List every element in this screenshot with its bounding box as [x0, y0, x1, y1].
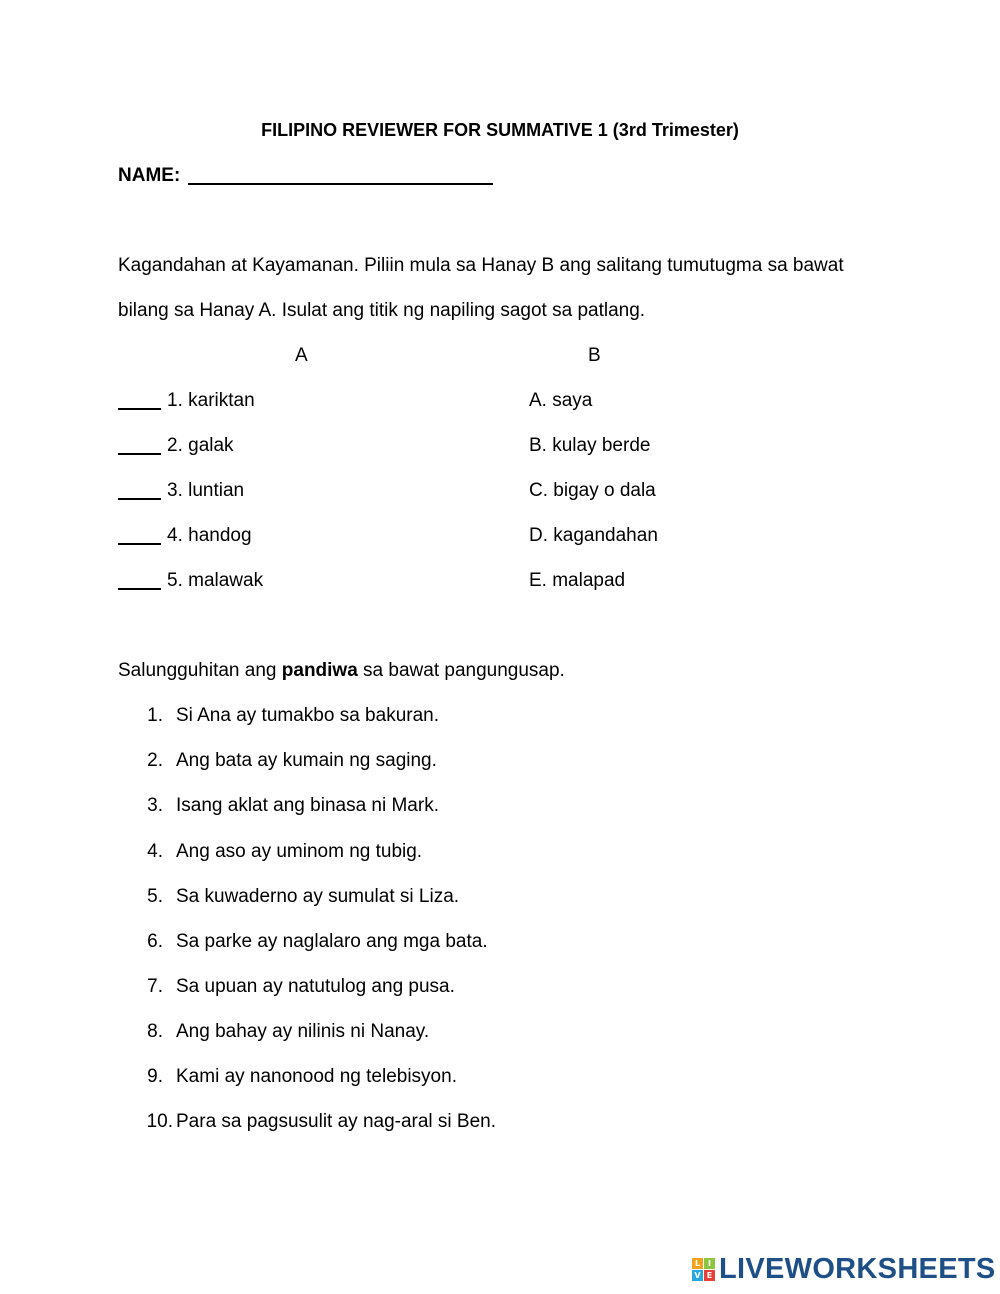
column-a-item: 3. luntian: [167, 480, 245, 501]
name-label: NAME:: [118, 165, 181, 186]
sentence-number: 8.: [147, 1021, 163, 1042]
logo-mark-cell: I: [704, 1258, 715, 1269]
sentence-text[interactable]: Si Ana ay tumakbo sa bakuran.: [176, 705, 439, 726]
sentence-number: 5.: [147, 886, 163, 907]
sentence-number: 9.: [147, 1066, 163, 1087]
column-a-item: 2. galak: [167, 435, 234, 456]
logo-mark-cell: L: [692, 1258, 703, 1269]
column-a-header: A: [295, 345, 308, 366]
logo-text: LIVEWORKSHEETS: [719, 1252, 996, 1285]
sentence-text[interactable]: Ang bata ay kumain ng saging.: [176, 750, 437, 771]
logo-mark-cell: E: [704, 1270, 715, 1281]
sentence-text[interactable]: Sa kuwaderno ay sumulat si Liza.: [176, 886, 460, 907]
verb-instruction: [118, 661, 565, 680]
sentence-text[interactable]: Ang bahay ay nilinis ni Nanay.: [176, 1021, 430, 1042]
answer-blank[interactable]: [118, 498, 161, 500]
sentence-number: 4.: [147, 841, 163, 862]
sentence-number: 2.: [147, 750, 163, 771]
sentence-text[interactable]: Sa parke ay naglalaro ang mga bata.: [176, 931, 488, 952]
sentence-text[interactable]: Para sa pagsusulit ay nag-aral si Ben.: [176, 1111, 497, 1132]
sentence-text[interactable]: Sa upuan ay natutulog ang pusa.: [176, 976, 455, 997]
column-a-item: 1. kariktan: [167, 390, 255, 411]
name-field[interactable]: [188, 183, 493, 185]
verb-instruction-after: sa bawat pangungusap.: [357, 660, 565, 681]
liveworksheets-logo: [692, 1253, 996, 1285]
sentence-text[interactable]: Ang aso ay uminom ng tubig.: [176, 841, 423, 862]
matching-instruction-line-1: Kagandahan at Kayamanan. Piliin mula sa Hanay B ang salitang tumutugma sa bawat: [118, 255, 844, 276]
page-title: FILIPINO REVIEWER FOR SUMMATIVE 1 (3rd Trimester): [261, 120, 739, 140]
column-a-item: 5. malawak: [167, 570, 264, 591]
sentence-number: 1.: [147, 705, 163, 726]
verb-instruction-bold: pandiwa: [281, 660, 358, 681]
column-b-item: A. saya: [529, 390, 593, 411]
logo-mark-icon: [692, 1258, 715, 1281]
column-b-item: E. malapad: [529, 570, 626, 591]
sentence-number: 7.: [147, 976, 163, 997]
answer-blank[interactable]: [118, 408, 161, 410]
matching-instruction-line-2: bilang sa Hanay A. Isulat ang titik ng napiling sagot sa patlang.: [118, 300, 646, 321]
column-b-header: B: [588, 345, 601, 366]
answer-blank[interactable]: [118, 453, 161, 455]
column-b-item: B. kulay berde: [529, 435, 651, 456]
logo-mark-cell: V: [692, 1270, 703, 1281]
column-b-item: C. bigay o dala: [529, 480, 656, 501]
sentence-number: 10.: [146, 1111, 173, 1132]
answer-blank[interactable]: [118, 588, 161, 590]
sentence-number: 3.: [147, 795, 163, 816]
verb-instruction-before: Salungguhitan ang: [118, 660, 282, 681]
sentence-text[interactable]: Isang aklat ang binasa ni Mark.: [176, 795, 439, 816]
answer-blank[interactable]: [118, 543, 161, 545]
column-b-item: D. kagandahan: [529, 525, 658, 546]
column-a-item: 4. handog: [167, 525, 252, 546]
sentence-number: 6.: [147, 931, 163, 952]
sentence-text[interactable]: Kami ay nanonood ng telebisyon.: [176, 1066, 457, 1087]
